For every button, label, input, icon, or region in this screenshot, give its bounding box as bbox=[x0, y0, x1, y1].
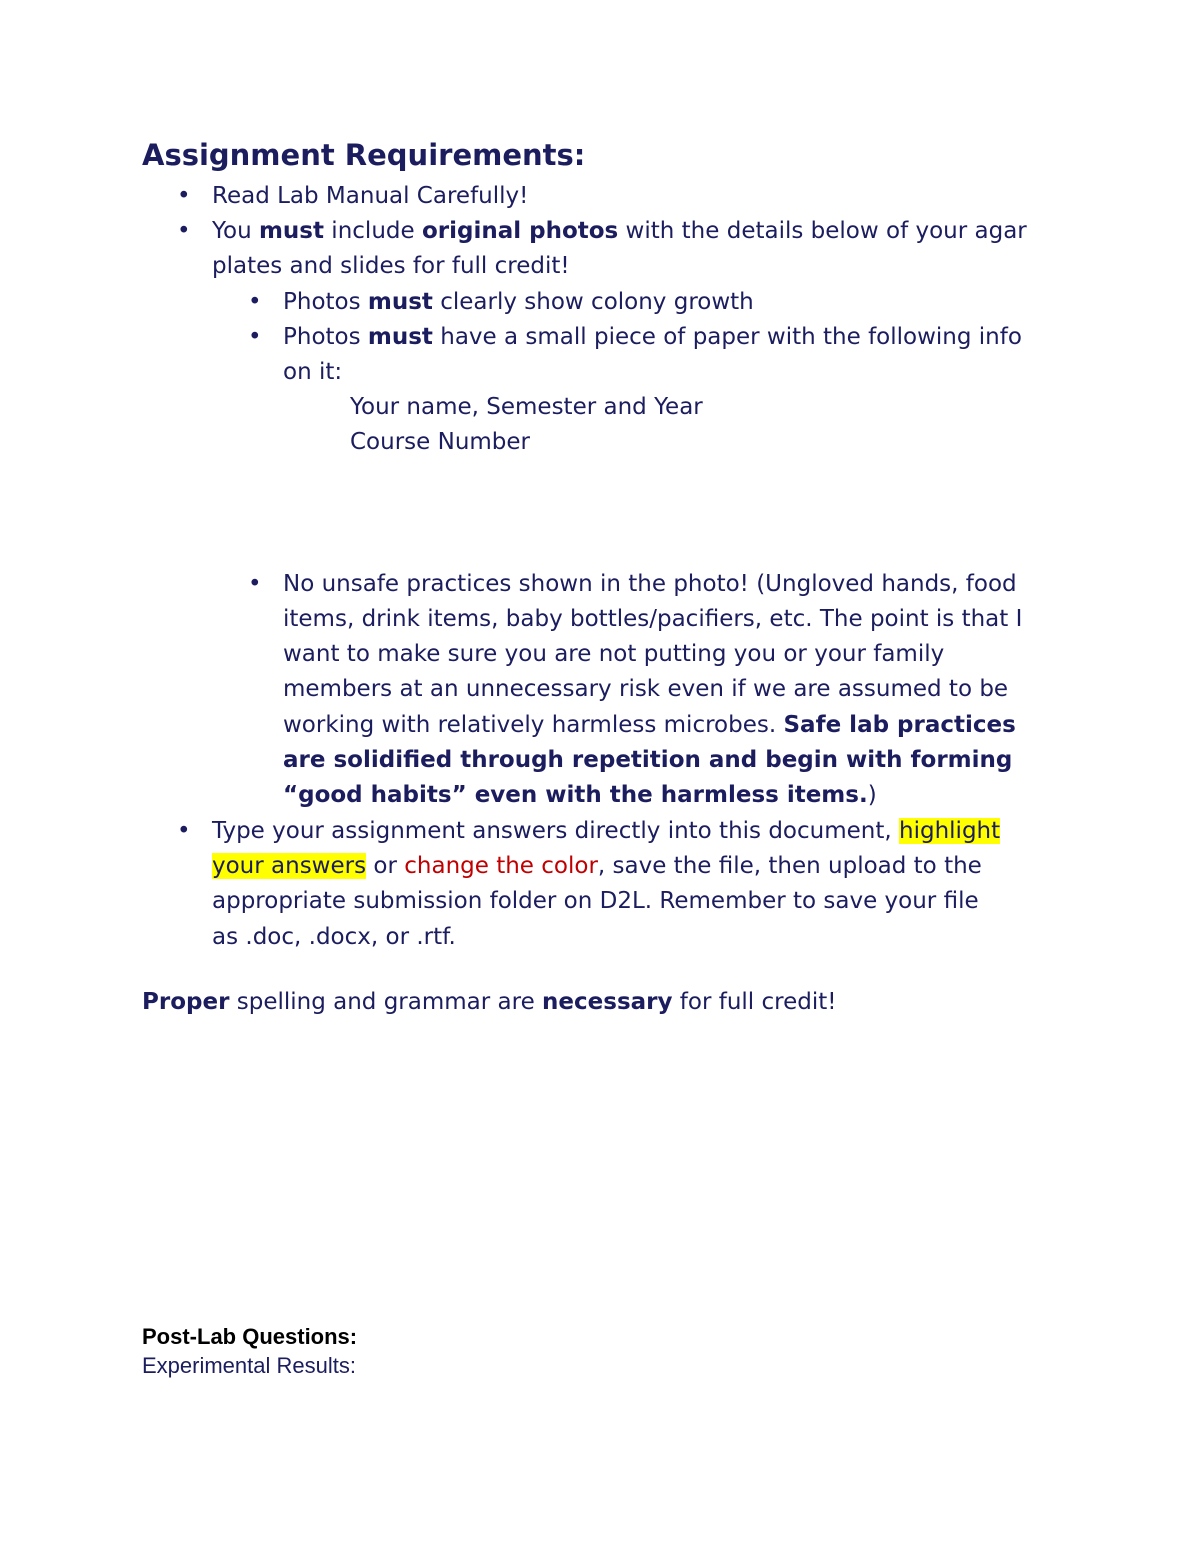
sub-list-item-continuation: want to make sure you are not putting you or your family bbox=[283, 641, 945, 667]
bullet-icon: • bbox=[177, 218, 191, 244]
bold-text: must bbox=[367, 289, 433, 315]
text-run: ) bbox=[867, 782, 877, 808]
list-item bbox=[212, 814, 1000, 849]
text-run: spelling and grammar are bbox=[229, 989, 543, 1015]
text-run: for full credit! bbox=[672, 989, 837, 1015]
post-lab-title: Post-Lab Questions: bbox=[142, 1324, 358, 1349]
text-run: clearly show colony growth bbox=[432, 289, 754, 315]
text-run: have a small piece of paper with the following info bbox=[432, 324, 1022, 350]
sub-list-item bbox=[283, 320, 1022, 355]
bold-text: Proper bbox=[142, 989, 230, 1015]
info-line-course: Course Number bbox=[350, 429, 531, 455]
bold-text: are solidified through repetition and begin with forming bbox=[283, 747, 1013, 773]
info-line-name: Your name, Semester and Year bbox=[350, 394, 703, 420]
list-item-continuation bbox=[212, 849, 982, 884]
sub-list-item bbox=[283, 285, 754, 320]
list-item: Read Lab Manual Carefully! bbox=[212, 183, 529, 209]
list-item bbox=[212, 214, 1027, 249]
experimental-results-label: Experimental Results: bbox=[142, 1353, 356, 1378]
sub-list-item-continuation bbox=[283, 778, 877, 813]
list-item-continuation: plates and slides for full credit! bbox=[212, 253, 570, 279]
list-item-continuation: as .doc, .docx, or .rtf. bbox=[212, 924, 456, 950]
bold-text: must bbox=[367, 324, 433, 350]
text-run: , save the file, then upload to the bbox=[597, 853, 982, 879]
text-run: Photos bbox=[283, 324, 368, 350]
sub-list-item-continuation: on it: bbox=[283, 359, 343, 385]
sub-list-item-continuation bbox=[283, 708, 1016, 743]
highlighted-text: highlight bbox=[899, 818, 1001, 844]
bullet-icon: • bbox=[248, 324, 262, 350]
bullet-icon: • bbox=[177, 183, 191, 209]
text-run: Photos bbox=[283, 289, 368, 315]
bullet-icon: • bbox=[248, 571, 262, 597]
bold-text: must bbox=[258, 218, 324, 244]
sub-list-item: No unsafe practices shown in the photo! (Ungloved hands, food bbox=[283, 571, 1017, 597]
sub-list-item-continuation: items, drink items, baby bottles/pacifiers, etc. The point is that I bbox=[283, 606, 1023, 632]
text-run: or bbox=[366, 853, 405, 879]
text-run: working with relatively harmless microbes. bbox=[283, 712, 784, 738]
text-run: You bbox=[212, 218, 259, 244]
text-run: Type your assignment answers directly into this document, bbox=[212, 818, 900, 844]
page-title: Assignment Requirements: bbox=[142, 138, 586, 172]
sub-list-item-continuation: members at an unnecessary risk even if we are assumed to be bbox=[283, 676, 1009, 702]
text-run: include bbox=[324, 218, 422, 244]
bullet-icon: • bbox=[248, 289, 262, 315]
bold-text: original photos bbox=[421, 218, 619, 244]
list-item-continuation: appropriate submission folder on D2L. Remember to save your file bbox=[212, 888, 979, 914]
sub-list-item-continuation bbox=[283, 743, 1012, 778]
grammar-note bbox=[142, 985, 837, 1020]
bold-text: Safe lab practices bbox=[783, 712, 1016, 738]
bold-text: necessary bbox=[542, 989, 673, 1015]
red-text: change the color bbox=[404, 853, 598, 879]
text-run: with the details below of your agar bbox=[618, 218, 1027, 244]
highlighted-text: your answers bbox=[212, 853, 367, 879]
bold-text: “good habits” even with the harmless items. bbox=[283, 782, 868, 808]
bullet-icon: • bbox=[177, 818, 191, 844]
